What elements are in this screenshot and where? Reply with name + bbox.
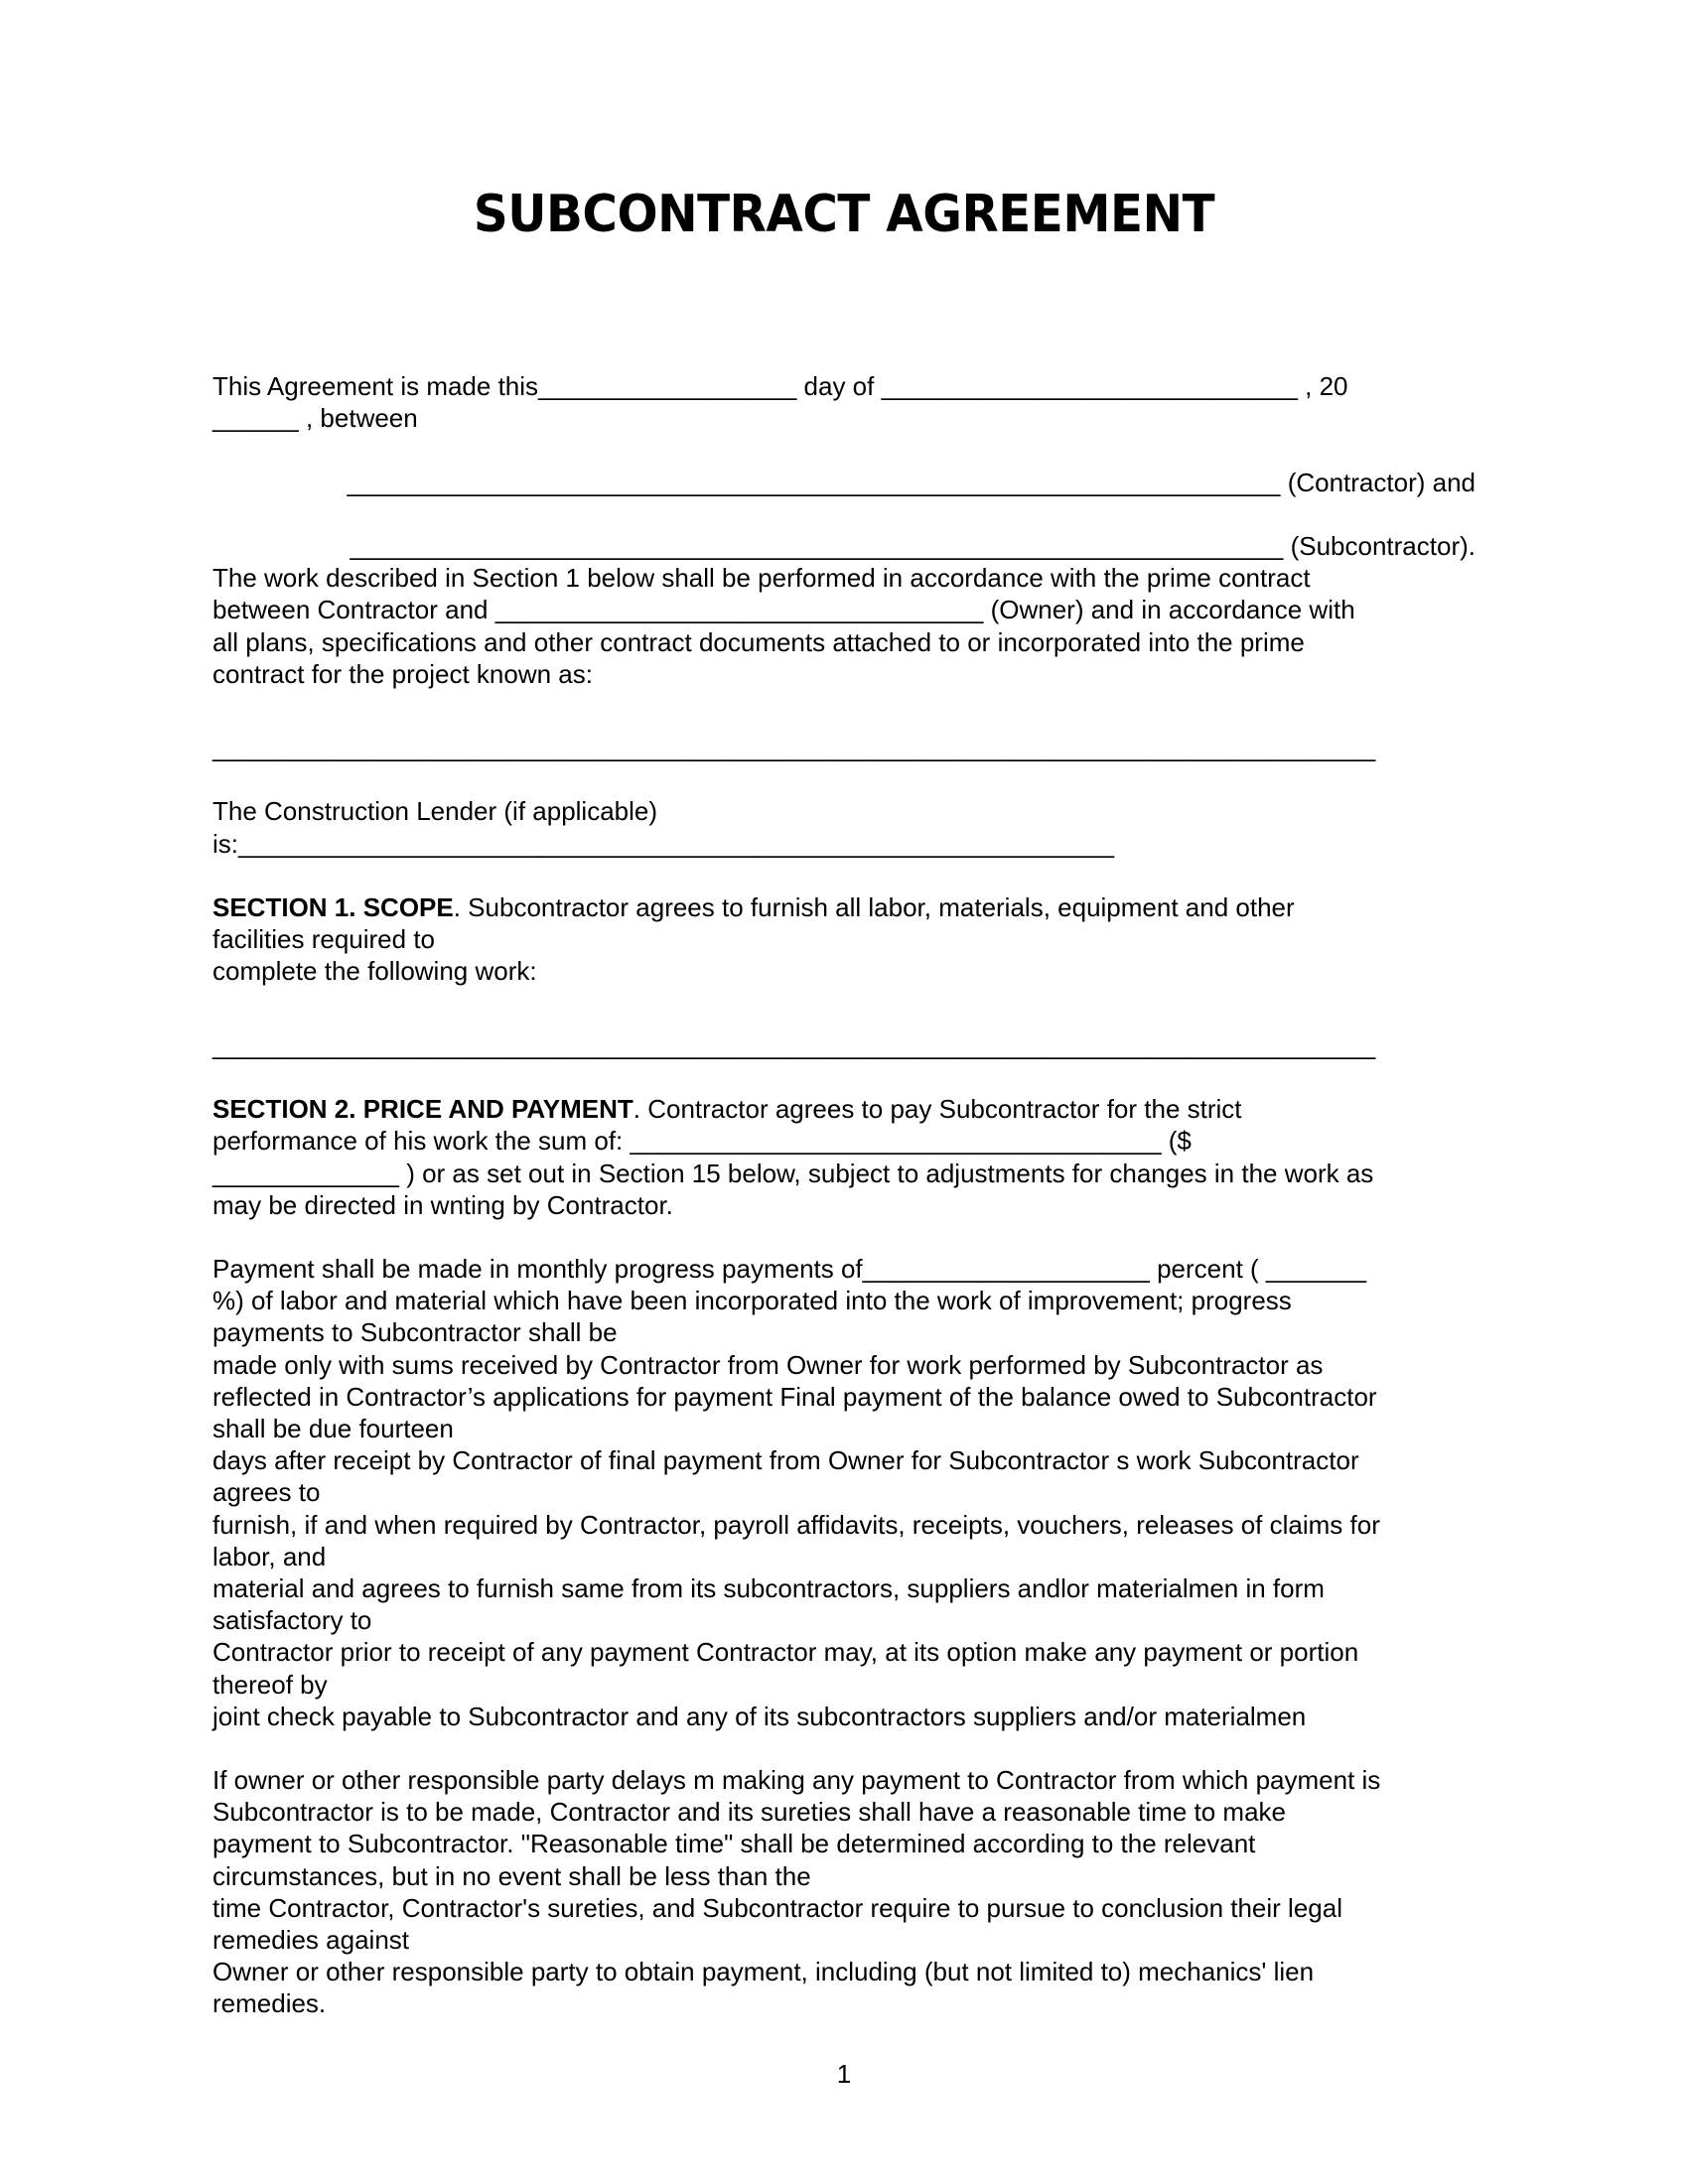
payment-paragraph-line: shall be due fourteen: [212, 1414, 454, 1443]
delay-paragraph-line: time Contractor, Contractor's sureties, and Subcontractor require to pursue to conclusion their legal: [212, 1892, 1342, 1923]
section-2-line-2: performance of his work the sum of: _____________________________________ ($: [212, 1126, 1192, 1157]
section-1-line-1: [212, 891, 1476, 923]
payment-paragraph-line: material and agrees to furnish same from its subcontractors, suppliers andlor materialmen in form: [212, 1572, 1325, 1603]
section-1-heading: SECTION 1. SCOPE: [212, 892, 454, 922]
section-1-line-2: facilities required to: [212, 924, 435, 955]
prime-contract-line-4: contract for the project known as:: [212, 658, 593, 689]
payment-paragraph-line: Payment shall be made in monthly progress payments of____________________ percent ( _______: [212, 1254, 1367, 1285]
payment-paragraph-line: joint check payable to Subcontractor and any of its subcontractors suppliers and/or materialmen: [212, 1701, 1307, 1731]
spacer: [212, 434, 1476, 466]
section-2-heading: SECTION 2. PRICE AND PAYMENT: [212, 1094, 633, 1125]
spacer: [212, 1020, 1476, 1029]
scope-work-blank: _________________________________________________________________________________: [212, 1029, 1376, 1060]
delay-paragraph-line: payment to Subcontractor. "Reasonable time" shall be determined according to the relevant: [212, 1829, 1256, 1859]
prime-contract-line-2: between Contractor and __________________________________ (Owner) and in accordance with: [212, 595, 1355, 625]
spacer: [212, 1221, 1476, 1253]
section-1-text: . Subcontractor agrees to furnish all labor, materials, equipment and other: [453, 892, 1295, 922]
subcontractor-line: _________________________________________________________________ (Subcontractor).: [350, 530, 1476, 561]
document-body: [212, 370, 1476, 2020]
intro-line-2: ______ , between: [212, 403, 418, 434]
intro-line-1: This Agreement is made this__________________ day of _____________________________ , 20: [212, 371, 1348, 401]
section-1-line-3: complete the following work:: [212, 956, 537, 987]
document-title: SUBCONTRACT AGREEMENT: [473, 185, 1215, 244]
spacer: [212, 722, 1476, 732]
section-2-line-4: may be directed in wnting by Contractor.: [212, 1189, 673, 1220]
payment-paragraph-line: days after receipt by Contractor of final payment from Owner for Subcontractor s work Subcontractor: [212, 1445, 1359, 1476]
project-name-blank: _________________________________________________________________________________: [212, 733, 1376, 763]
spacer: [212, 1061, 1476, 1093]
delay-paragraph-line: Owner or other responsible party to obtain payment, including (but not limited to) mechanics' lien: [212, 1957, 1315, 1987]
spacer: [212, 690, 1476, 722]
spacer: [212, 988, 1476, 1020]
payment-paragraph-line: %) of labor and material which have been incorporated into the work of improvement; progress: [212, 1286, 1292, 1316]
spacer: [212, 1732, 1476, 1764]
lender-line-2: is:_____________________________________________________________: [212, 828, 1115, 859]
payment-paragraph-line: thereof by: [212, 1669, 328, 1700]
payment-paragraph-line: made only with sums received by Contractor from Owner for work performed by Subcontractor as: [212, 1349, 1324, 1380]
payment-paragraph-line: Contractor prior to receipt of any payment Contractor may, at its option make any payment or portion: [212, 1637, 1359, 1668]
payment-paragraph-line: reflected in Contractor’s applications for payment Final payment of the balance owed to Subcontractor: [212, 1381, 1377, 1412]
payment-paragraph-line: satisfactory to: [212, 1605, 372, 1636]
lender-line-1: The Construction Lender (if applicable): [212, 796, 658, 827]
section-2-line-3: _____________ ) or as set out in Section 15 below, subject to adjustments for changes in the work as: [212, 1158, 1374, 1188]
delay-paragraph-line: circumstances, but in no event shall be less than the: [212, 1860, 811, 1891]
page-number: 1: [836, 2059, 852, 2089]
spacer: [212, 763, 1476, 795]
section-2-text: . Contractor agrees to pay Subcontractor for the strict: [633, 1094, 1242, 1125]
payment-paragraph-line: furnish, if and when required by Contractor, payroll affidavits, receipts, vouchers, releases of claims for: [212, 1509, 1380, 1540]
spacer: [212, 860, 1476, 891]
delay-paragraph-line: remedies.: [212, 1988, 327, 2019]
delay-paragraph-line: remedies against: [212, 1925, 409, 1955]
prime-contract-line-1: The work described in Section 1 below shall be performed in accordance with the prime contract: [212, 563, 1311, 594]
payment-paragraph-line: agrees to: [212, 1477, 321, 1508]
delay-paragraph-line: Subcontractor is to be made, Contractor and its sureties shall have a reasonable time to make: [212, 1797, 1287, 1828]
payment-paragraph-line: labor, and: [212, 1541, 327, 1571]
prime-contract-line-3: all plans, specifications and other contract documents attached to or incorporated into the prime: [212, 626, 1305, 657]
section-2-line-1: [212, 1093, 1476, 1125]
payment-paragraph-line: payments to Subcontractor shall be: [212, 1317, 618, 1348]
delay-paragraph-line: If owner or other responsible party delays m making any payment to Contractor from which payment is: [212, 1765, 1381, 1796]
spacer: [212, 498, 1476, 530]
contractor-line: _________________________________________________________________ (Contractor) and: [347, 467, 1476, 497]
